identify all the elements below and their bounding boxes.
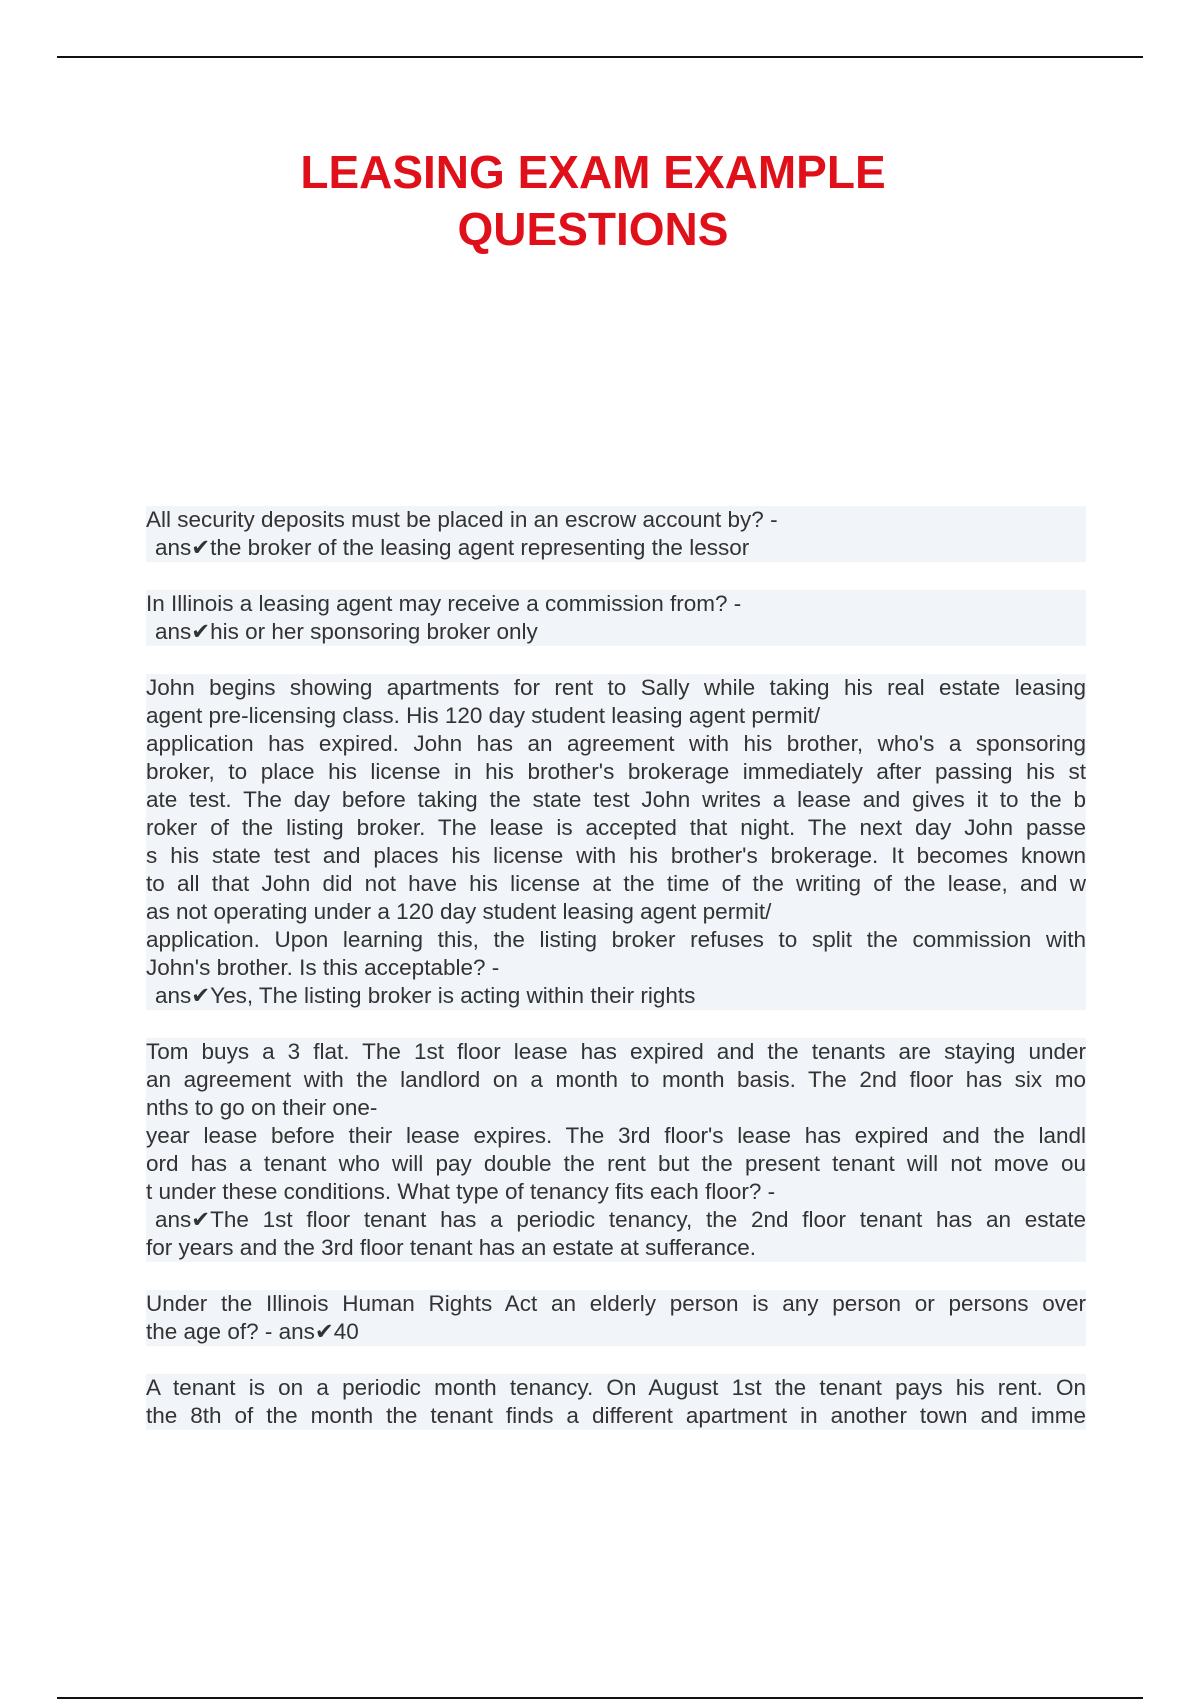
- question-line: A tenant is on a periodic month tenancy. On August 1st the tenant pays his rent. On: [146, 1375, 1086, 1400]
- question-line: John begins showing apartments for rent to Sally while taking his real estate leasing: [146, 675, 1086, 700]
- question-line: the 8th of the month the tenant finds a different apartment in another town and imme: [146, 1403, 1086, 1428]
- question-line: year lease before their lease expires. The 3rd floor's lease has expired and the landl: [146, 1123, 1086, 1148]
- qa-item: [146, 1374, 1086, 1430]
- question-line: broker, to place his license in his brother's brokerage immediately after passing his st: [146, 759, 1086, 784]
- top-rule: [57, 56, 1143, 58]
- question-line: Under the Illinois Human Rights Act an elderly person is any person or persons over: [146, 1291, 1086, 1316]
- title-line-2: QUESTIONS: [457, 203, 729, 255]
- question-line: agent pre-licensing class. His 120 day student leasing agent permit/: [146, 702, 1086, 730]
- question-line: as not operating under a 120 day student leasing agent permit/: [146, 898, 1086, 926]
- question-line: nths to go on their one-: [146, 1094, 1086, 1122]
- qa-item: [146, 506, 1086, 562]
- page-title: [0, 144, 1186, 258]
- qa-item: [146, 590, 1086, 646]
- question-line: s his state test and places his license with his brother's brokerage. It becomes known: [146, 843, 1086, 868]
- question-line: Tom buys a 3 flat. The 1st floor lease has expired and the tenants are staying under: [146, 1039, 1086, 1064]
- qa-item: [146, 1290, 1086, 1346]
- answer-line: ans✔his or her sponsoring broker only: [146, 618, 1086, 646]
- qa-item: [146, 1038, 1086, 1262]
- question-line: application. Upon learning this, the listing broker refuses to split the commission with: [146, 927, 1086, 952]
- answer-line: ans✔Yes, The listing broker is acting within their rights: [146, 982, 1086, 1010]
- question-line: ord has a tenant who will pay double the rent but the present tenant will not move ou: [146, 1151, 1086, 1176]
- question-line: All security deposits must be placed in an escrow account by? -: [146, 506, 1086, 534]
- answer-line: ans✔the broker of the leasing agent representing the lessor: [146, 534, 1086, 562]
- question-line: application has expired. John has an agreement with his brother, who's a sponsoring: [146, 731, 1086, 756]
- question-line: ate test. The day before taking the state test John writes a lease and gives it to the b: [146, 787, 1086, 812]
- title-line-1: LEASING EXAM EXAMPLE: [300, 146, 886, 198]
- qa-item: [146, 674, 1086, 1010]
- question-line: In Illinois a leasing agent may receive a commission from? -: [146, 590, 1086, 618]
- question-line: John's brother. Is this acceptable? -: [146, 954, 1086, 982]
- question-line: roker of the listing broker. The lease is accepted that night. The next day John passe: [146, 815, 1086, 840]
- bottom-rule: [57, 1697, 1143, 1699]
- qa-list: [146, 506, 1086, 1430]
- question-line: to all that John did not have his license at the time of the writing of the lease, and w: [146, 871, 1086, 896]
- answer-line: the age of? - ans✔40: [146, 1318, 1086, 1346]
- question-line: for years and the 3rd floor tenant has an estate at sufferance.: [146, 1234, 1086, 1262]
- question-line: an agreement with the landlord on a month to month basis. The 2nd floor has six mo: [146, 1067, 1086, 1092]
- answer-line: ans✔The 1st floor tenant has a periodic tenancy, the 2nd floor tenant has an estate: [146, 1206, 1086, 1234]
- question-line: t under these conditions. What type of tenancy fits each floor? -: [146, 1178, 1086, 1206]
